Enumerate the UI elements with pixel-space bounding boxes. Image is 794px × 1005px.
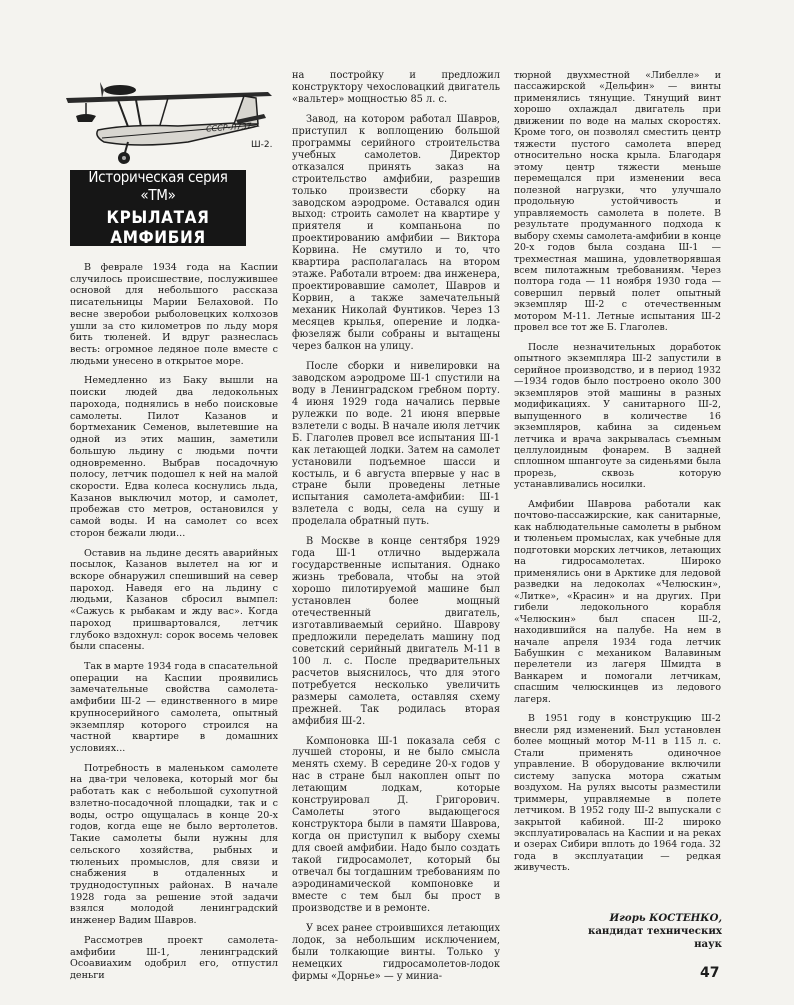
paragraph: В Москве в конце сентября 1929 года Ш-1 отлично выдержала государственные испытания. Однако жизнь требовала, чтобы на этой хорошо пилотируемой машине был установлен более мощный отечественный двигатель, изготавливаемый серийно. Шаврову предложили переделать машину под советский серийный двигатель М-11 в 100 л. с. После предварительных расчетов выяснилось, что для этого потребуется несколько увеличить размеры самолета, оставляя схему прежней. Так родилась вторая амфибия Ш-2.	[292, 536, 500, 727]
paragraph: Компоновка Ш-1 показала себя с лучшей стороны, и не было смысла менять схему. В середине 20-х годов у нас в стране был накоплен опыт по летающим лодкам, которые конструировал Д. Григорович. Самолеты этого выдающегося конструктора были в памяти Шаврова, когда он приступил к выбору схемы для своей амфибии. Надо было создать такой гидросамолет, который бы отвечал бы тогдашним требованиям по аэродинамической компоновке и вместе с тем был бы прост в производстве и в ремонте.	[292, 735, 500, 914]
illustration-caption: Ш-2.	[251, 140, 273, 150]
author-signature	[560, 912, 722, 951]
article-title-box	[70, 170, 246, 246]
text-column-1	[70, 262, 278, 982]
text-column-3	[514, 70, 721, 874]
paragraph: Рассмотрев проект самолета-амфибии Ш-1, ленинградский Осоавиахим одобрил его, отпустил деньги	[70, 934, 278, 981]
aircraft-registration: СССР-Л737	[205, 121, 253, 134]
paragraph: В феврале 1934 года на Каспии случилось происшествие, послужившее основой для небольшого рассказа писательницы Марии Белаховой. По весне зверобои рыболовецких колхозов ушли за сто километров по льду моря бить тюленей. И вдруг разнеслась весть: огромное ледяное поле вместе с людьми унесено в открытое море.	[70, 262, 278, 367]
paragraph: Оставив на льдине десять аварийных посылок, Казанов вылетел на юг и вскоре обнаружил спешивший на север пароход. Наведя его на льдину с людьми, Казанов сбросил вымпел: «Сажусь к рыбакам и жду вас». Когда пароход пришвартовался, летчик глубоко вздохнул: сорок восемь человек были спасены.	[70, 547, 278, 653]
paragraph: Амфибии Шаврова работали как почтово-пассажирские, как санитарные, как наблюдательные самолеты в рыбном и тюленьем промыслах, как учебные для подготовки морских летчиков, летающих на гидросамолетах. Широко применялись они в Арктике для ледовой разведки на ледоколах «Челюскин», «Литке», «Красин» и на других. При гибели ледокольного корабля «Челюскин» был спасен Ш-2, находившийся на палубе. На нем в начале апреля 1934 года летчик Бабушкин с механиком Валавиным перелетели из лагеря Шмидта в Ванкарем и помогали летчикам, спасшим челюскинцев из ледового лагеря.	[514, 498, 721, 705]
paragraph: Потребность в маленьком самолете на два-три человека, который мог бы работать как с небольшой сухопутной взлетно-посадочной площадки, так и с воды, остро ощущалась в конце 20-х годов, когда еще не было вертолетов. Такие самолеты были нужны для сельского хозяйства, рыбных и тюленьих промыслов, для связи и снабжения в отдаленных и труднодоступных районах. В начале 1928 года за решение этой задачи взялся молодой ленинградский инженер Вадим Шавров.	[70, 762, 278, 927]
article-title: КРЫЛАТАЯ АМФИБИЯ	[106, 208, 210, 248]
aircraft-illustration	[58, 70, 282, 166]
author-name: Игорь КОСТЕНКО,	[609, 912, 722, 924]
paragraph: После незначительных доработок опытного экземпляра Ш-2 запустили в серийное производство, и в период 1932—1934 годов было построено около 300 экземпляров этой машины в разных модификациях. У санитарного Ш-2, выпущенного в количестве 16 экземпляров, кабина за сиденьем летчика и врача закрывалась съемным целлулоидным фонарем. В задней сплошном шпангоуте за сиденьями была прорезь, сквозь которую устанавливались носилки.	[514, 341, 721, 491]
page-number: 47	[700, 965, 720, 981]
paragraph: Так в марте 1934 года в спасательной операции на Каспии проявились замечательные свойства самолета-амфибии Ш-2 — единственного в мире крупносерийного самолета, опытный экземпляр которого строился на частной квартире в домашних условиях...	[70, 661, 278, 755]
paragraph: После сборки и нивелировки на заводском аэродроме Ш-1 спустили на воду в Ленинградском гребном порту. 4 июня 1929 года начались первые рулежки по воде. 21 июня впервые взлетели с воды. В начале июля летчик Б. Глаголев провел все испытания Ш-1 как летающей лодки. Затем на самолет установили подъемное шасси и костыль, и 6 августа впервые у нас в стране были проведены летные испытания самолета-амфибии: Ш-1 взлетела с воды, села на сушу и проделала обратный путь.	[292, 360, 500, 528]
sh2-amphibian-drawing	[58, 70, 282, 166]
text-column-2	[292, 70, 500, 983]
paragraph: тюрной двухместной «Либелле» и пассажирской «Дельфин» — винты применялись тянущие. Тянущий винт хорошо охлаждал двигатель при движении по воде на малых скоростях. Кроме того, он позволял сместить центр тяжести пустого самолета вперед относительно носка крыла. Благодаря этому центр тяжести меньше перемещался при изменении веса полезной нагрузки, что улучшало продольную устойчивость и управляемость самолета в полете. В результате продуманного подхода к выбору схемы самолета-амфибии в конце 20-х годов была создана Ш-1 — трехместная машина, удовлетворявшая всем пилотажным требованиям. Через полтора года — 11 ноября 1930 года — совершил первый полет опытный экземпляр Ш-2 с отечественным мотором М-11. Летные испытания Ш-2 провел все тот же Б. Глаголев.	[514, 70, 721, 334]
author-title: кандидат технических наук	[587, 925, 722, 950]
paragraph: Завод, на котором работал Шавров, приступил к воплощению большой программы серийного строительства учебных самолетов. Директор отказался принять заказ на строительство амфибии, разрешив только произвести сборку на заводском аэродроме. Оставался один выход: строить самолет на квартире у приятеля и компаньона по проектированию амфибии — Виктора Корвина. Не смутило и то, что квартира располагалась на втором этаже. Работали втроем: два инженера, проектировавшие самолет, Шавров и Корвин, а также замечательный механик Николай Фунтиков. Через 13 месяцев крылья, оперение и лодка-фюзеляж были собраны и вытащены через балкон на улицу.	[292, 113, 501, 352]
paragraph: В 1951 году в конструкцию Ш-2 внесли ряд изменений. Был установлен более мощный мотор М-11 в 115 л. с. Стали применять одиночное управление. В оборудование включили систему запуска мотора сжатым воздухом. На рулях высоты разместили триммеры, управляемые в полете летчиком. В 1952 году Ш-2 выпускали с закрытой кабиной. Ш-2 широко эксплуатировалась на Каспии и на реках и озерах Сибири вплоть до 1964 года. 32 года в эксплуатации — редкая живучесть.	[514, 713, 721, 874]
paragraph: на постройку и предложил конструктору чехословацкий двигатель «вальтер» мощностью 85 л. с.	[292, 70, 500, 105]
series-title: Историческая серия «ТМ»	[88, 168, 228, 204]
paragraph: Немедленно из Баку вышли на поиски людей два ледокольных парохода, поднялись в небо поисковые самолеты. Пилот Казанов и бортмеханик Семенов, вылетевшие на одной из этих машин, заметили большую льдину с людьми почти одновременно. Выбрав посадочную полосу, летчик подошел к ней на малой скорости. Едва колеса коснулись льда, Казанов выключил мотор, и самолет, пробежав сто метров, остановился у самой воды. И на самолет со всех сторон бежали люди...	[70, 375, 278, 539]
paragraph: У всех ранее строившихся летающих лодок, за небольшим исключением, были толкающие винты. Только у немецких гидросамолетов-лодок фирмы «Дорнье» — у миниа-	[292, 922, 500, 982]
